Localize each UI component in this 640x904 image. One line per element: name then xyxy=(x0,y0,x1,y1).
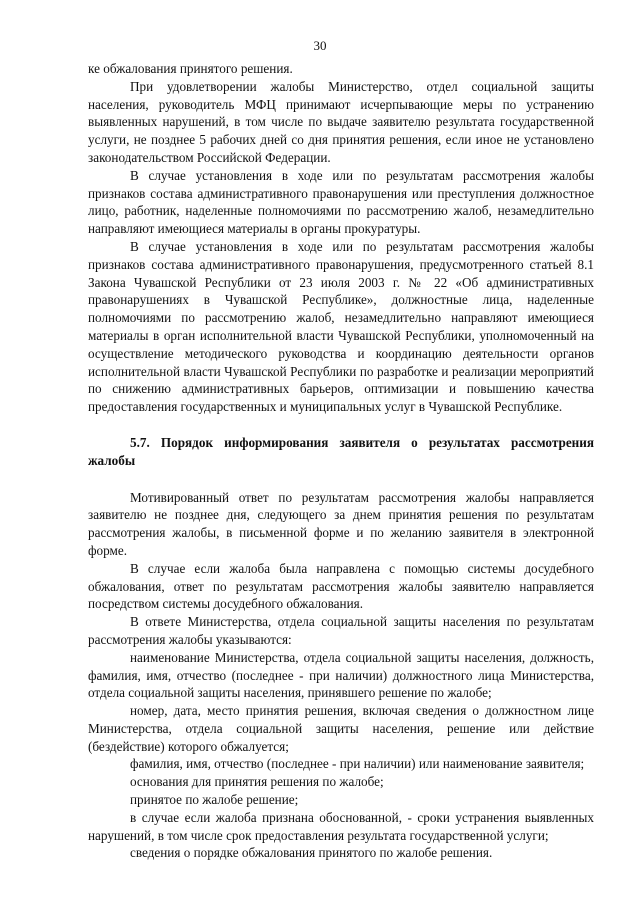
paragraph: В случае если жалоба была направлена с помощью системы досудебного обжалования, ответ по результатам рассмотрения жалобы заявителю направляется посредством системы досудебного обжалования. xyxy=(88,560,594,612)
list-item: наименование Министерства, отдела социальной защиты населения, должность, фамилия, имя, отчество (последнее - при наличии) должностного лица Министерства, отдела социальной защиты населения, принявшего решение по жалобе; xyxy=(88,649,594,701)
list-item: фамилия, имя, отчество (последнее - при наличии) или наименование заявителя; xyxy=(130,756,585,772)
document-body xyxy=(88,60,594,862)
paragraph: При удовлетворении жалобы Министерство, отдел социальной защиты населения, руководитель МФЦ принимают исчерпывающие меры по устранению выявленных нарушений, в том числе по выдаче заявителю результата государственной услуги, не позднее 5 рабочих дней со дня принятия решения, если иное не установлено законодательством Российской Федерации. xyxy=(88,78,594,165)
list-item: в случае если жалоба признана обоснованной, - сроки устранения выявленных нарушений, в том числе срок предоставления результата государственной услуги; xyxy=(88,809,594,843)
paragraph: ке обжалования принятого решения. xyxy=(88,61,293,76)
paragraph: Мотивированный ответ по результатам рассмотрения жалобы направляется заявителю не позднее дня, следующего за днем принятия решения по результатам рассмотрения жалобы, в письменной форме и по желанию заявителя в электронной форме. xyxy=(88,489,594,558)
list-item: номер, дата, место принятия решения, включая сведения о должностном лице Министерства, отдела социальной защиты населения, решение или действие (бездействие) которого обжалуется; xyxy=(88,703,594,754)
paragraph: В случае установления в ходе или по результатам рассмотрения жалобы признаков состава административного правонарушения или преступления должностное лицо, работник, наделенные полномочиями по рассмотрению жалоб, незамедлительно направляют имеющиеся материалы в органы прокуратуры. xyxy=(88,167,594,237)
list-item: принятое по жалобе решение; xyxy=(130,792,299,808)
list-item: основания для принятия решения по жалобе; xyxy=(130,774,384,790)
section-heading: 5.7. Порядок информирования заявителя о результатах рассмотрения жалобы xyxy=(88,434,594,468)
list-item: сведения о порядке обжалования принятого по жалобе решения. xyxy=(130,845,493,861)
page-number: 30 xyxy=(313,38,327,53)
paragraph: В случае установления в ходе или по результатам рассмотрения жалобы признаков состава административного правонарушения, предусмотренного статьей 8.1 Закона Чувашской Республики от 23 июля 2003 г. № 22 «Об административных правонарушениях в Чувашской Республике», должностные лица, наделенные полномочиями по рассмотрению жалоб, незамедлительно направляют имеющиеся материалы в орган исполнительной власти Чувашской Республики, уполномоченный на осуществление методического руководства и координацию деятельности органов исполнительной власти Чувашской Республики по разработке и реализации мероприятий по снижению административных барьеров, оптимизации и повышению качества предоставления государственных и муниципальных услуг в Чувашской Республике. xyxy=(88,238,594,415)
paragraph: В ответе Министерства, отдела социальной защиты населения по результатам рассмотрения жалобы указываются: xyxy=(88,614,594,647)
